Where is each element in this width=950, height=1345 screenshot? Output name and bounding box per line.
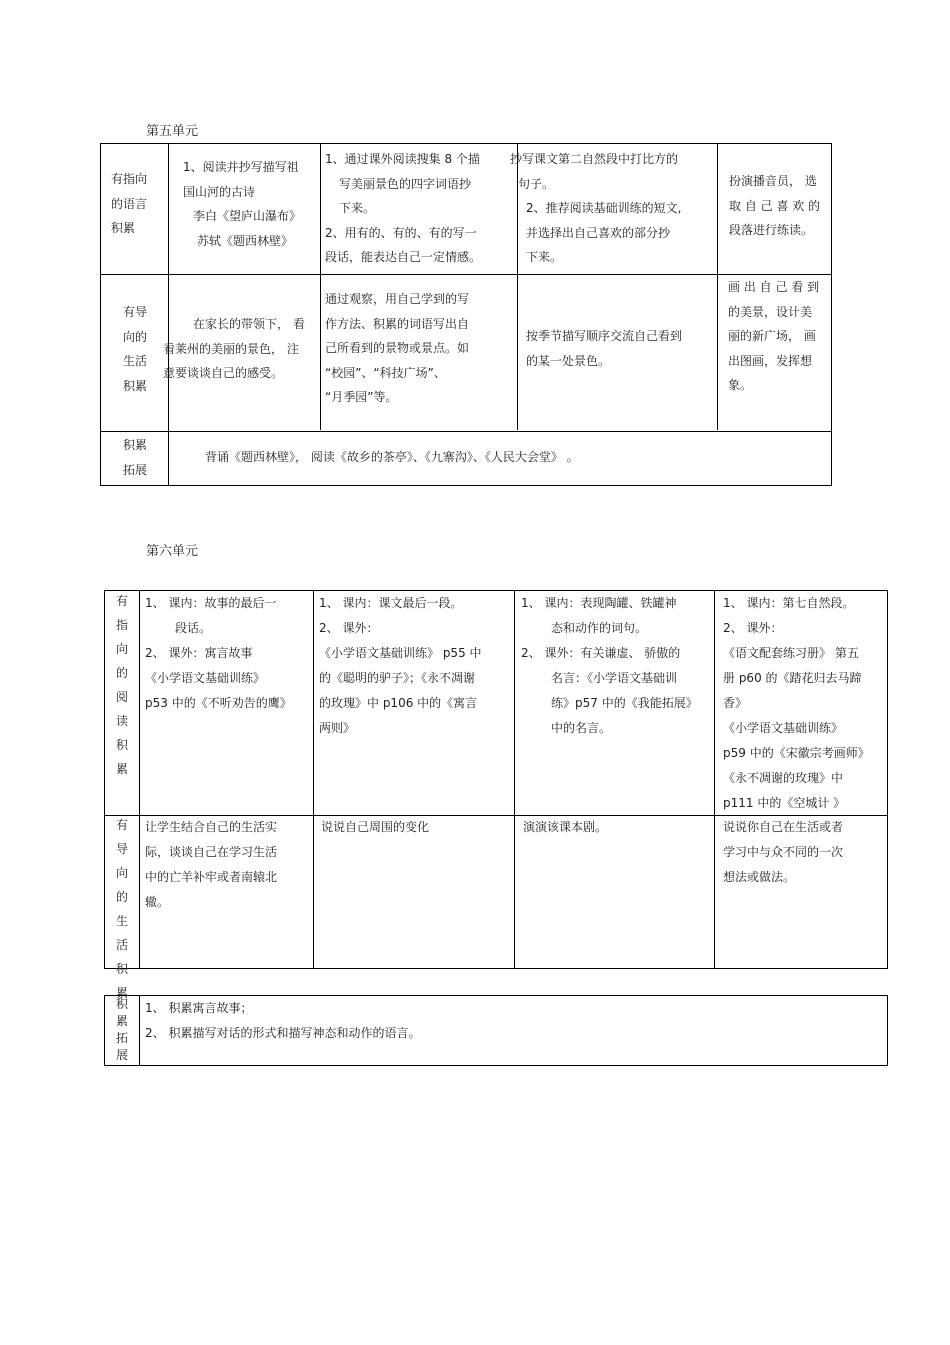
unit5-row1-col2: 1、通过课外阅读搜集 8 个描 写美丽景色的四字词语抄 下来。 2、用有的、有的、有的写一 段话，能表达自己一定情感。 <box>325 152 482 264</box>
column-divider <box>320 144 321 430</box>
unit6-row2-col2: 说说自己周围的变化 <box>321 820 430 834</box>
unit5-row2-col2: 通过观察，用自己学到的写 作方法、积累的词语写出自 己所看到的景物或景点。如 “校园”、“科技广场”、 “月季园”等。 <box>325 292 470 404</box>
unit6-row1-col3: 1、 课内：表现陶罐、铁罐神 态和动作的词句。 2、 课外：有关谦虚、 骄傲的 名言：《小学语文基础训 练》p57 中的《我能拓展》 中的名言。 <box>521 596 698 735</box>
column-divider <box>514 591 515 968</box>
unit6-row1-col4: 1、 课内：第七自然段。 2、 课外： 《语文配套练习册》 第五 册 p60 的《踏花归去马蹄 香》 《小学语文基础训练》 p59 中的《宋徽宗考画师》 《永不凋谢的玫瑰》中 p111 中的《空城计 》 <box>723 596 870 810</box>
unit6-row1-col1: 1、 课内：故事的最后一 段话。 2、 课外：寓言故事 《小学语文基础训练》 p53 中的《不听劝告的鹰》 <box>145 596 292 710</box>
unit6-row2-col1: 让学生结合自己的生活实 际，谈谈自己在学习生活 中的亡羊补牢或者南辕北 辙。 <box>145 820 278 909</box>
unit5-row1-label: 有指向 的语言 积累 <box>111 172 148 235</box>
unit5-row2-label: 有导 向的 生活 积累 <box>123 305 148 393</box>
unit6-table <box>104 590 888 1000</box>
row-divider <box>101 431 831 432</box>
column-divider <box>714 591 715 968</box>
unit5-row1-col4: 扮演播音员， 选 取 自 己 喜 欢 的 段落进行练读。 <box>729 174 821 237</box>
unit6-row1-col2: 1、 课内：课文最后一段。 2、 课外： 《小学语文基础训练》 p55 中 的《聪明的驴子》；《永不凋谢 的玫瑰》中 p106 中的《寓言 两则》 <box>319 596 482 735</box>
column-divider <box>139 996 140 1065</box>
unit5-title: 第五单元 <box>146 124 199 139</box>
unit6-row2-col4: 说说你自己在生活或者 学习中与众不同的一次 想法或做法。 <box>723 820 844 884</box>
unit6-row1-label: 有 指 向 的 阅 读 积 累 <box>115 594 128 776</box>
column-divider <box>717 144 718 430</box>
unit6-row3-label: 积 累 拓 展 <box>115 997 128 1062</box>
unit6-title: 第六单元 <box>146 544 199 559</box>
row-divider <box>101 274 831 275</box>
unit5-row2-col4: 画 出 自 己 看 到 的美景，设计美 丽的新广场， 画 出图画，发挥想 象。 <box>728 280 820 392</box>
column-divider <box>139 591 140 968</box>
unit5-row1-col1: 1、阅读并抄写描写祖 国山河的古诗 李白《望庐山瀑布》 苏轼《题西林壁》 <box>183 160 302 248</box>
column-divider <box>313 591 314 968</box>
unit5-table <box>100 143 832 486</box>
unit6-row3-text: 1、 积累寓言故事； 2、 积累描写对话的形式和描写神态和动作的语言。 <box>145 1001 421 1040</box>
unit5-row2-col1: 在家长的带领下， 看 看莱州的美丽的景色， 注 意要谈谈自己的感受。 <box>163 317 305 380</box>
unit5-row1-col3: 抄写课文第二自然段中打比方的 句子。 2、推荐阅读基础训练的短文, 并选择出自己喜欢的部分抄 下来。 <box>510 152 682 264</box>
unit5-row3-label: 积累 拓展 <box>123 438 148 477</box>
unit6-row2-col3: 演演该课本剧。 <box>523 820 608 834</box>
unit5-row3-text: 背诵《题西林壁》， 阅读《故乡的茶亭》、《九寨沟》、《人民大会堂》 。 <box>205 450 579 464</box>
unit5-row2-col3: 按季节描写顺序交流自己看到 的某一处景色。 <box>526 329 683 368</box>
unit6-row2-label: 有 导 向 的 生 活 积 累 <box>115 818 128 1000</box>
unit6-extension-table <box>104 995 888 1066</box>
